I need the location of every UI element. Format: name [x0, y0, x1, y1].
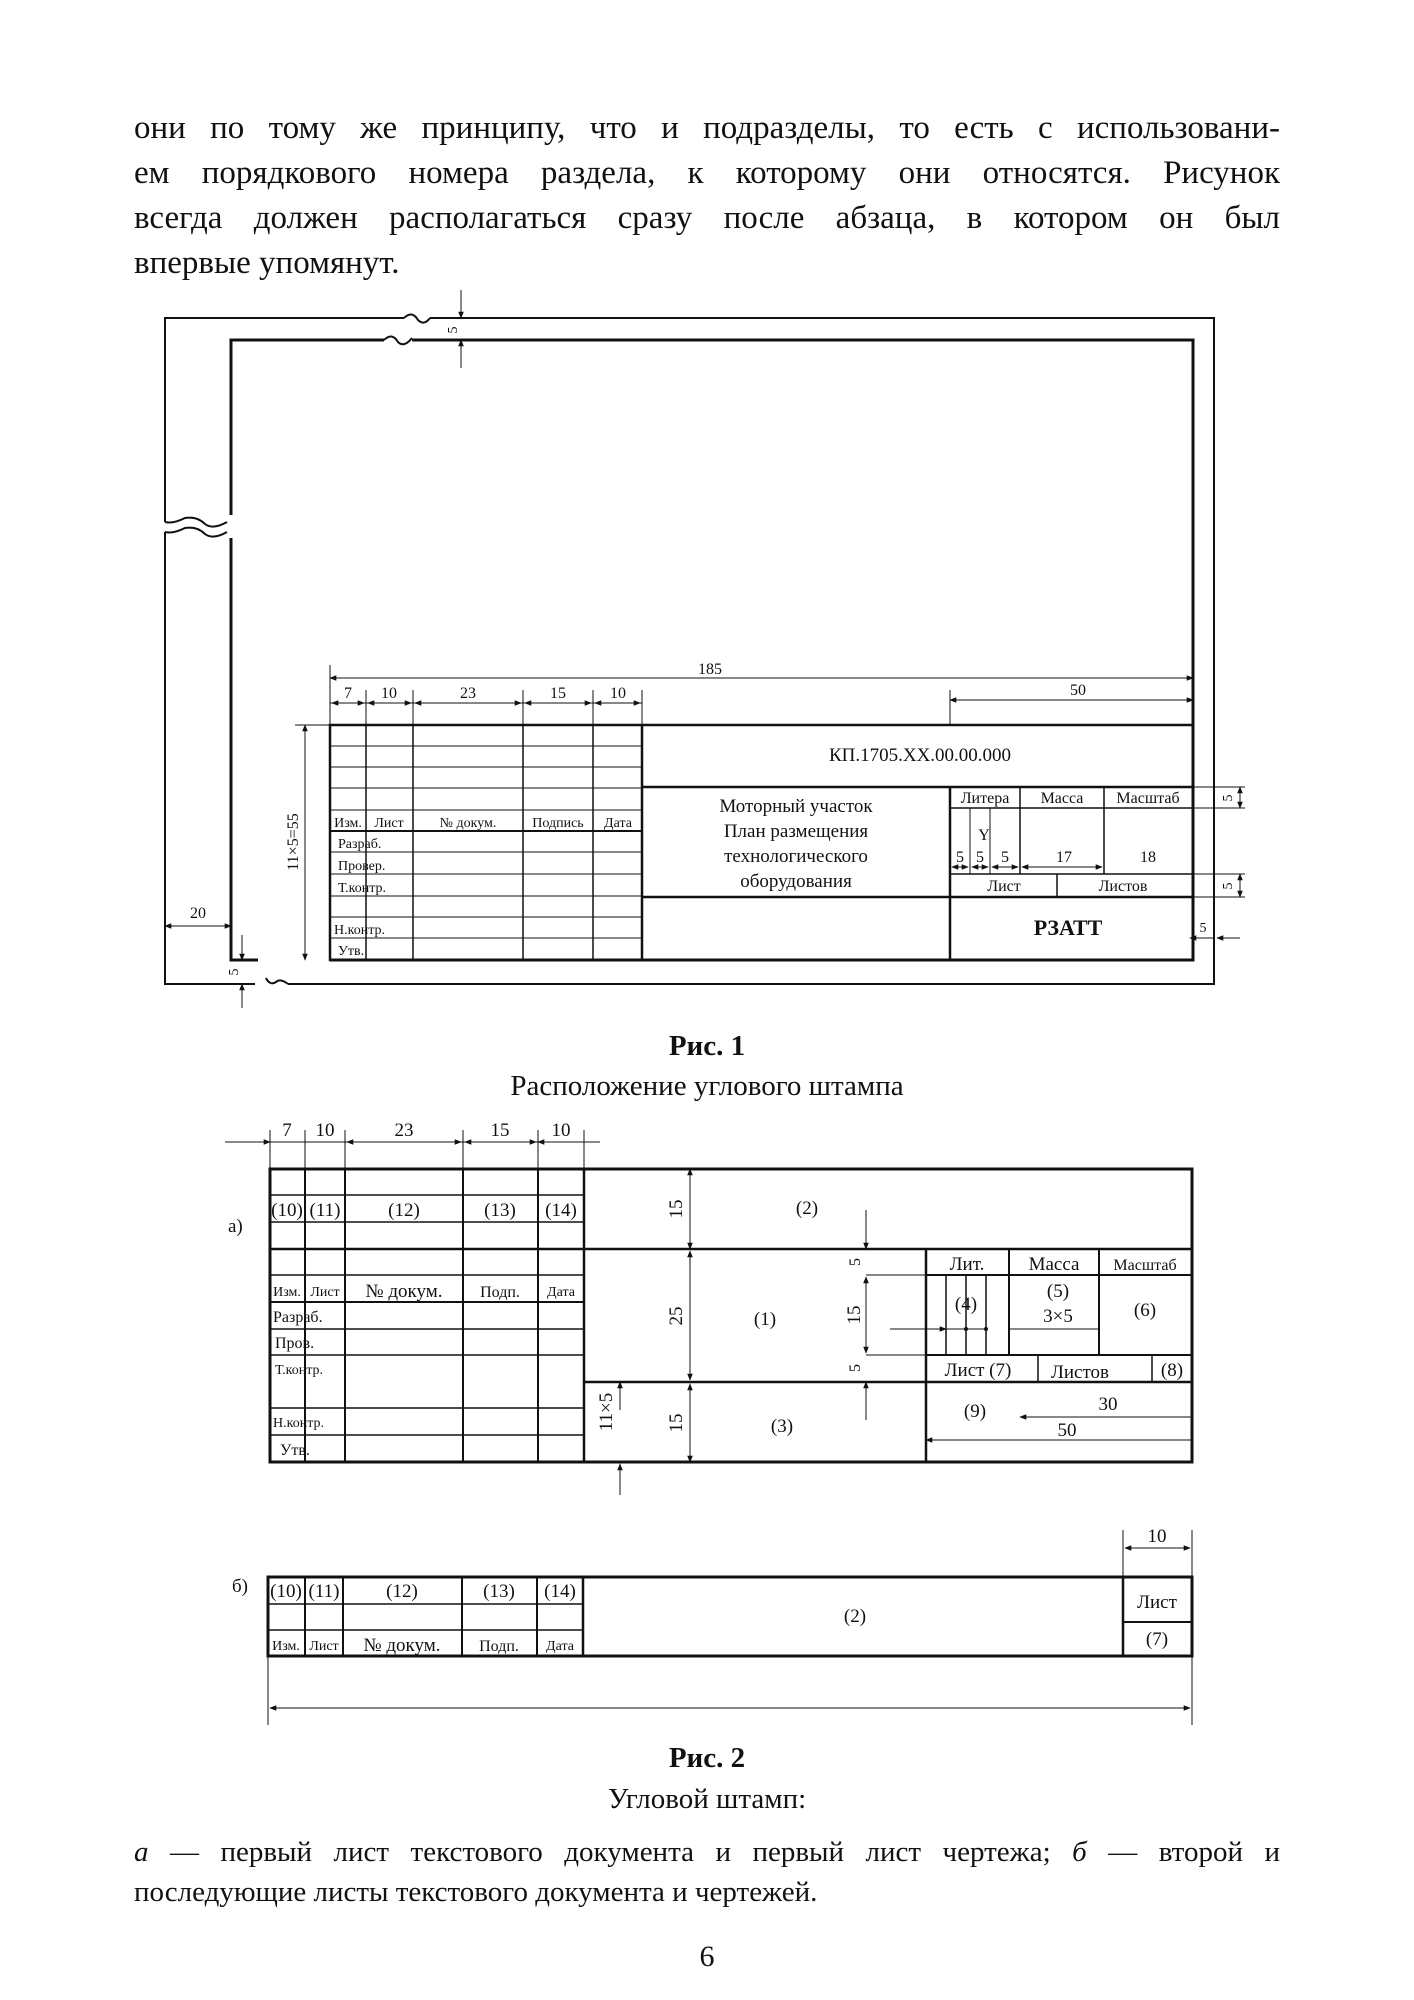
svg-text:Литера: Литера [960, 790, 1010, 807]
figure-2a-dimensions [225, 1120, 988, 1495]
svg-text:(1): (1) [753, 1309, 777, 1330]
svg-text:Дата: Дата [604, 816, 632, 831]
page-number: 6 [699, 1940, 715, 1973]
svg-text:Лист: Лист [1137, 1592, 1177, 1613]
svg-text:15: 15 [490, 1120, 510, 1141]
svg-text:а): а) [228, 1216, 243, 1237]
svg-text:20: 20 [190, 905, 206, 922]
svg-text:30: 30 [1098, 1394, 1118, 1415]
svg-text:5: 5 [1221, 794, 1236, 802]
figure-2b-dimensions [268, 1526, 1192, 1725]
svg-text:(10): (10) [271, 1200, 303, 1221]
svg-text:5: 5 [847, 1258, 864, 1266]
svg-text:Лист: Лист [309, 1639, 339, 1654]
svg-text:3×5: 3×5 [1043, 1306, 1073, 1327]
svg-text:Лист: Лист [310, 1285, 340, 1300]
svg-text:(2): (2) [843, 1606, 867, 1627]
svg-text:Масштаб: Масштаб [1113, 1257, 1177, 1274]
svg-text:7: 7 [282, 1120, 292, 1141]
svg-text:Утв.: Утв. [280, 1442, 310, 1459]
svg-text:Подпись: Подпись [532, 816, 584, 831]
figure-1-caption-title: Рис. 1 [668, 1030, 746, 1062]
svg-text:Лист: Лист [987, 878, 1021, 895]
figure-2b-text [232, 1576, 1178, 1656]
svg-text:Изм.: Изм. [334, 816, 362, 831]
svg-text:23: 23 [460, 685, 476, 702]
paragraph-line: всегда должен располагаться сразу после абзаца, в котором он был [134, 200, 1280, 236]
svg-text:17: 17 [1056, 849, 1072, 866]
svg-text:(14): (14) [544, 1581, 576, 1602]
svg-text:Изм.: Изм. [273, 1285, 301, 1300]
svg-text:15: 15 [844, 1305, 865, 1325]
svg-text:5: 5 [1221, 882, 1236, 890]
drawing-title-line: Моторный участок [719, 796, 873, 817]
drawing-title-line: План размещения [723, 821, 869, 842]
svg-text:(5): (5) [1046, 1281, 1070, 1302]
legend-line: последующие листы текстового документа и чертежей. [134, 1876, 818, 1908]
svg-text:5: 5 [1001, 849, 1009, 866]
svg-text:№ докум.: № докум. [365, 1281, 443, 1302]
organization-code: РЗАТТ [1033, 915, 1103, 940]
svg-text:Лит.: Лит. [949, 1254, 985, 1275]
drawing-title-line: оборудования [740, 871, 852, 892]
svg-text:Т.контр.: Т.контр. [338, 881, 387, 896]
svg-text:Провер.: Провер. [338, 859, 386, 874]
svg-text:Масса: Масса [1040, 790, 1084, 807]
svg-text:185: 185 [698, 661, 722, 678]
svg-text:(9): (9) [963, 1401, 987, 1422]
svg-text:10: 10 [551, 1120, 571, 1141]
svg-text:5: 5 [976, 849, 984, 866]
svg-text:7: 7 [344, 685, 352, 702]
svg-text:Дата: Дата [546, 1639, 574, 1654]
svg-text:б): б) [232, 1576, 248, 1597]
svg-text:(14): (14) [545, 1200, 577, 1221]
svg-text:10: 10 [1147, 1526, 1167, 1547]
svg-text:Изм.: Изм. [272, 1639, 300, 1654]
svg-text:(12): (12) [386, 1581, 418, 1602]
svg-text:23: 23 [394, 1120, 414, 1141]
svg-text:10: 10 [381, 685, 397, 702]
svg-text:(8): (8) [1160, 1360, 1184, 1381]
svg-text:5: 5 [446, 326, 461, 334]
svg-text:Т.контр.: Т.контр. [275, 1363, 324, 1378]
svg-text:Утв.: Утв. [338, 944, 365, 959]
svg-text:10: 10 [610, 685, 626, 702]
svg-text:(11): (11) [308, 1581, 340, 1602]
svg-text:Подп.: Подп. [479, 1638, 519, 1655]
svg-text:Листов: Листов [1098, 878, 1148, 895]
svg-text:Разраб.: Разраб. [338, 837, 382, 852]
svg-text:50: 50 [1070, 682, 1086, 699]
svg-text:Разраб.: Разраб. [273, 1309, 323, 1326]
svg-text:Пров.: Пров. [275, 1335, 315, 1352]
svg-text:(4): (4) [954, 1294, 978, 1315]
svg-text:Н.контр.: Н.контр. [334, 923, 385, 938]
svg-text:(2): (2) [795, 1198, 819, 1219]
svg-text:15: 15 [666, 1199, 687, 1219]
figure-1-dimensions [165, 290, 1245, 1008]
doc-code: КП.1705.ХХ.00.00.000 [828, 745, 1012, 766]
paragraph-line: впервые упомянут. [134, 245, 400, 281]
paragraph-line: они по тому же принципу, что и подразделы, то есть с использовани- [134, 110, 1280, 146]
svg-text:5: 5 [227, 968, 242, 976]
svg-text:Листов: Листов [1050, 1362, 1110, 1383]
svg-text:50: 50 [1057, 1420, 1077, 1441]
svg-text:5: 5 [847, 1364, 864, 1372]
svg-text:Масштаб: Масштаб [1116, 790, 1180, 807]
svg-text:25: 25 [666, 1306, 687, 1326]
svg-text:№ докум.: № докум. [363, 1635, 441, 1656]
figure-2-legend [134, 1832, 1280, 1912]
drawing-title-line: технологического [724, 846, 868, 867]
svg-text:Лист (7): Лист (7) [944, 1360, 1012, 1381]
svg-text:Масса: Масса [1028, 1254, 1080, 1275]
svg-text:(12): (12) [388, 1200, 420, 1221]
svg-text:(7): (7) [1145, 1629, 1169, 1650]
figure-2-caption: Угловой штамп: [607, 1783, 807, 1815]
svg-text:Лист: Лист [374, 816, 404, 831]
svg-text:(13): (13) [484, 1200, 516, 1221]
figure-1-caption: Расположение углового штампа [510, 1070, 904, 1102]
figure-2-caption-title: Рис. 2 [668, 1742, 746, 1774]
paragraph-line: ем порядкового номера раздела, к которому они относятся. Рисунок [134, 155, 1280, 191]
svg-text:15: 15 [666, 1413, 687, 1433]
svg-text:(3): (3) [770, 1416, 794, 1437]
svg-text:Н.контр.: Н.контр. [273, 1416, 324, 1431]
svg-text:Подп.: Подп. [480, 1284, 520, 1301]
legend-text-a: — первый лист текстового документа и первый лист чертежа; [148, 1836, 1073, 1868]
legend-text-b: — второй и [1086, 1836, 1280, 1868]
svg-text:(11): (11) [309, 1200, 341, 1221]
svg-text:Дата: Дата [547, 1285, 575, 1300]
svg-text:11×5=55: 11×5=55 [285, 813, 302, 871]
svg-text:(6): (6) [1133, 1300, 1157, 1321]
svg-text:(10): (10) [270, 1581, 302, 1602]
svg-text:№ докум.: № докум. [439, 816, 497, 831]
legend-letter-a: а [134, 1836, 149, 1868]
svg-text:10: 10 [315, 1120, 335, 1141]
svg-text:18: 18 [1140, 849, 1156, 866]
svg-text:5: 5 [1199, 921, 1207, 936]
svg-text:Y: Y [978, 827, 990, 844]
svg-text:(13): (13) [483, 1581, 515, 1602]
legend-letter-b: б [1072, 1836, 1087, 1868]
svg-text:15: 15 [550, 685, 566, 702]
svg-text:11×5: 11×5 [596, 1392, 617, 1432]
svg-text:5: 5 [956, 849, 964, 866]
